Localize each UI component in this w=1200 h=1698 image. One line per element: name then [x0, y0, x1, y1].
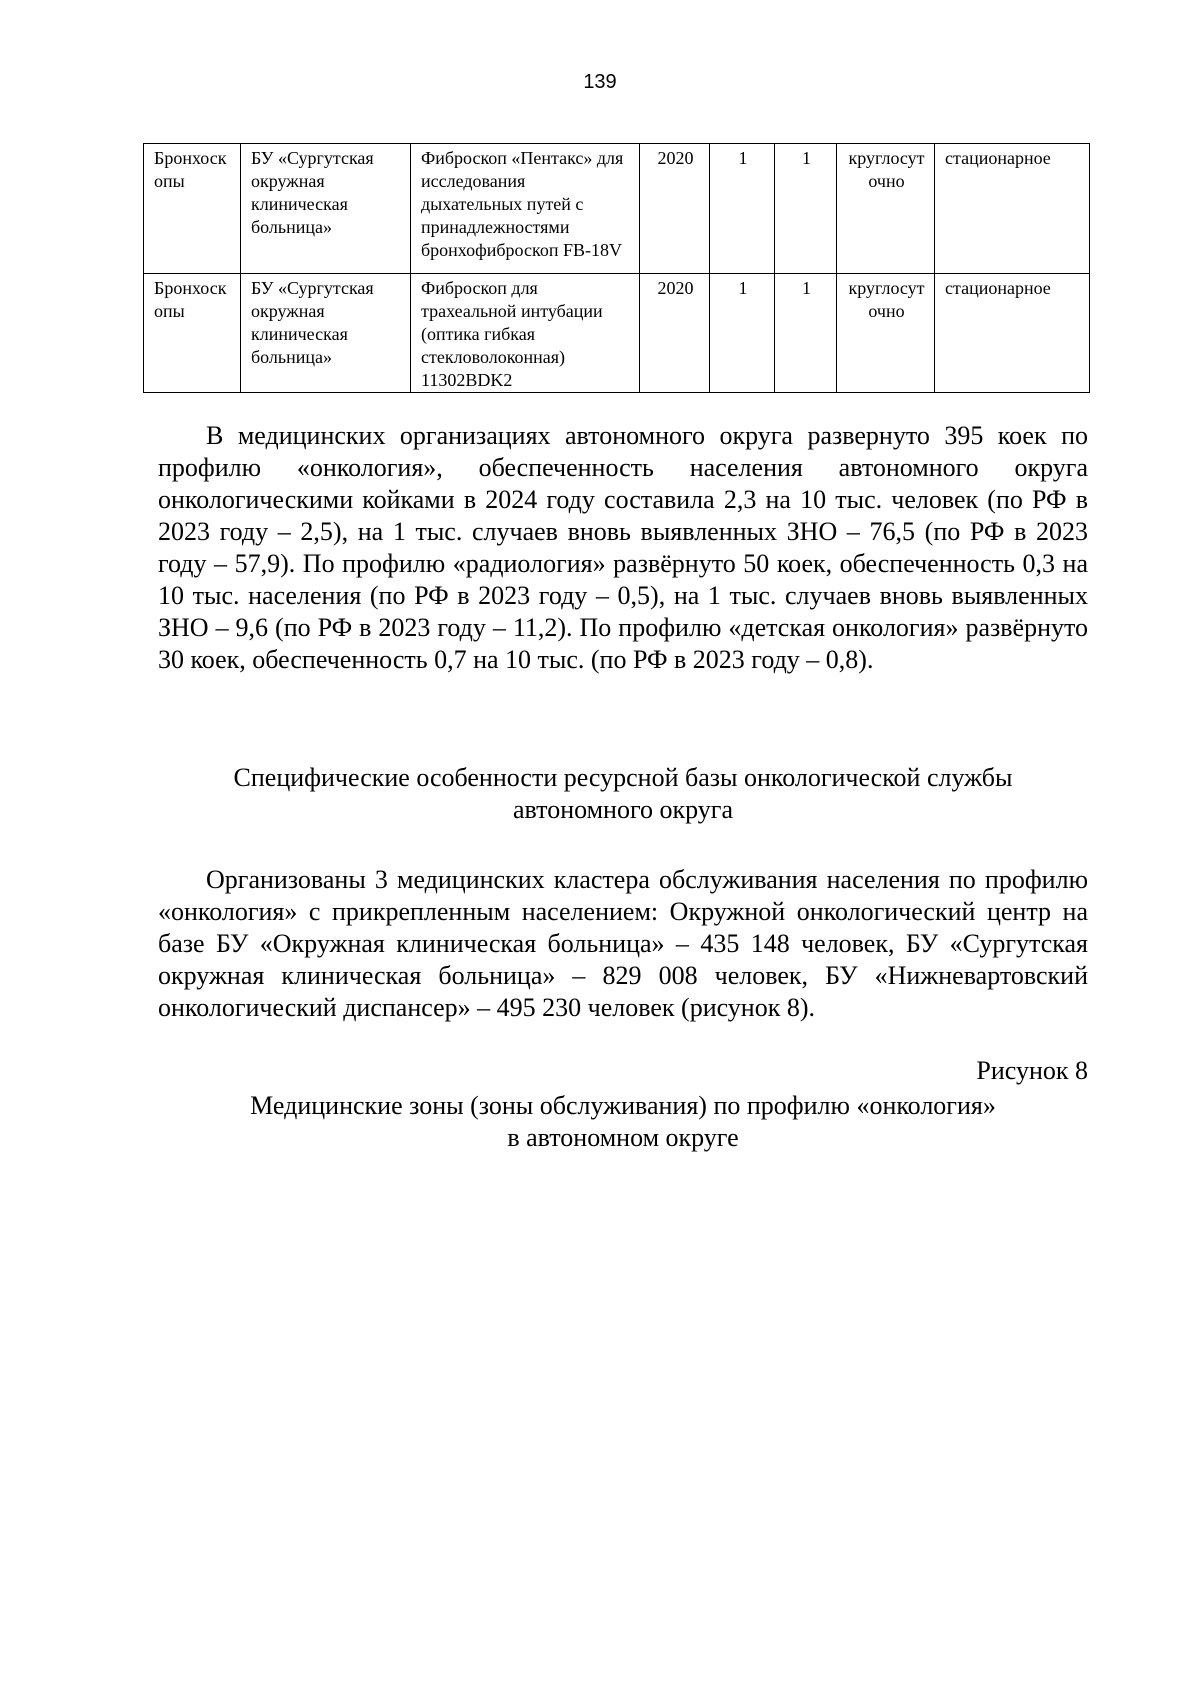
cell-type: Бронхоскопы	[144, 274, 241, 393]
cell-mode: стационарное	[935, 144, 1090, 274]
cell-year: 2020	[640, 274, 710, 393]
table-row	[144, 274, 1090, 393]
cell-institution: БУ «Сургутская окружная клиническая больница»	[241, 274, 411, 393]
cell-qty: 1	[710, 274, 775, 393]
cell-year: 2020	[640, 144, 710, 274]
section-heading-line: Специфические особенности ресурсной базы онкологической службы	[233, 763, 1013, 792]
equipment-table	[143, 143, 1090, 393]
cell-type: Бронхоскопы	[144, 144, 241, 274]
section-heading-line: автономного округа	[513, 795, 733, 824]
figure-title-line: Медицинские зоны (зоны обслуживания) по профилю «онкология»	[250, 1091, 996, 1120]
cell-qty: 1	[775, 144, 837, 274]
figure-title-line: в автономном округе	[507, 1123, 739, 1152]
cell-mode: стационарное	[935, 274, 1090, 393]
table-row	[144, 144, 1090, 274]
page-number: 139	[583, 71, 617, 93]
cell-institution: БУ «Сургутская окружная клиническая больница»	[241, 144, 411, 274]
cell-qty: 1	[775, 274, 837, 393]
cell-schedule: круглосуточно	[837, 274, 935, 393]
figure-label: Рисунок 8	[976, 1056, 1088, 1085]
section-heading	[158, 762, 1088, 826]
cell-equipment: Фиброскоп «Пентакс» для исследования дыхательных путей с принадлежностями бронхофиброскоп FB-18V	[411, 144, 640, 274]
cell-qty: 1	[710, 144, 775, 274]
paragraph-clusters: Организованы 3 медицинских кластера обслуживания населения по профилю «онкология» с прикрепленным населением: Окружной онкологический центр на базе БУ «Окружная клиническая больница» – 435 148 человек, БУ «Сургутская окружная клиническая больница» – 829 008 человек, БУ «Нижневартовский онкологический диспансер» – 495 230 человек (рисунок 8).	[158, 865, 1088, 1022]
paragraph-beds: В медицинских организациях автономного округа развернуто 395 коек по профилю «онкология», обеспеченность населения автономного округа онкологическими койками в 2024 году составила 2,3 на 10 тыс. человек (по РФ в 2023 году – 2,5), на 1 тыс. случаев вновь выявленных ЗНО – 76,5 (по РФ в 2023 году – 57,9). По профилю «радиология» развёрнуто 50 коек, обеспеченность 0,3 на 10 тыс. населения (по РФ в 2023 году – 0,5), на 1 тыс. случаев вновь выявленных ЗНО – 9,6 (по РФ в 2023 году – 11,2). По профилю «детская онкология» развёрнуто 30 коек, обеспеченность 0,7 на 10 тыс. (по РФ в 2023 году – 0,8).	[158, 421, 1088, 674]
cell-equipment: Фиброскоп для трахеальной интубации (оптика гибкая стекловолоконная) 11302BDK2	[411, 274, 640, 393]
figure-title	[158, 1090, 1088, 1154]
cell-schedule: круглосуточно	[837, 144, 935, 274]
